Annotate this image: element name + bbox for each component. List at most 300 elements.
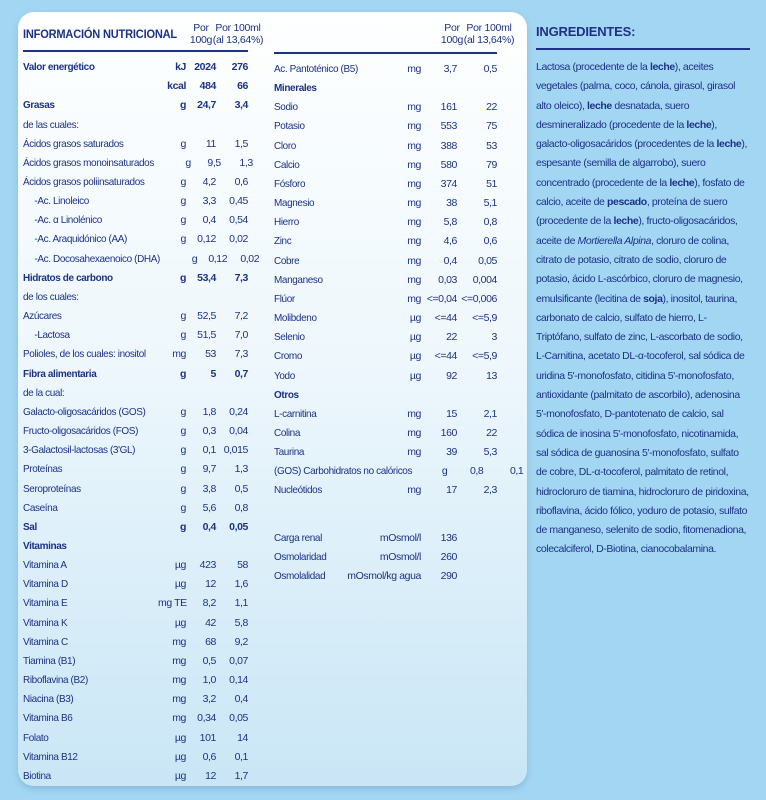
table-row: [23, 250, 260, 269]
row-label: -Ac. α Linolénico: [34, 214, 102, 227]
row-unit: g: [180, 214, 186, 227]
row-value-100ml: 5,1: [483, 197, 497, 210]
row-unit: mg: [407, 101, 421, 114]
nutrition-table-left-header: [23, 20, 264, 48]
row-value-100ml: 1,7: [234, 769, 248, 782]
row-unit: [158, 537, 186, 556]
table-row: [274, 156, 497, 175]
ingredient-allergen: leche: [686, 118, 712, 131]
row-value-100ml: 22: [486, 101, 497, 114]
row-unit: g: [191, 252, 198, 265]
row-label: Calcio: [274, 158, 300, 171]
divider: [536, 48, 750, 50]
row-unit: µg: [174, 731, 186, 744]
row-unit: mg: [407, 197, 421, 210]
row-unit: kcal: [167, 80, 186, 93]
row-unit: µg: [174, 750, 186, 763]
row-value-100g: [423, 79, 457, 98]
table-row: [23, 729, 248, 748]
ingredient-text: desnatada, suero desmineralizado (procedente de la: [536, 99, 690, 131]
row-value-100g: 17: [446, 484, 457, 497]
row-label: 3-Galactosil-lactosas (3'GL): [23, 444, 136, 457]
row-label: Biotina: [23, 769, 51, 782]
row-label: Sodio: [274, 101, 298, 114]
row-label: Caseína: [23, 501, 58, 514]
row-unit: g: [180, 444, 186, 457]
row-label: Polioles, de los cuales: inositol: [23, 348, 146, 361]
row-value-100g: 2024: [194, 61, 216, 74]
ingredient-text: ), aceites vegetales (palma, coco, cánola, girasol, girasol alto oleico),: [536, 61, 736, 112]
row-label: Vitamina C: [23, 635, 68, 648]
row-value-100ml: 5,3: [483, 446, 497, 459]
table-row: [23, 288, 248, 307]
table-row: [23, 230, 248, 249]
row-value-100ml: 22: [486, 426, 497, 439]
table-row: [23, 77, 248, 96]
row-value-100g: 15: [446, 407, 457, 420]
table-row: [23, 269, 248, 288]
ingredient-text: ), galacto-oligosacáridos (procedentes de la: [536, 118, 717, 151]
row-value-100ml: 1,1: [234, 597, 248, 610]
row-value-100g: <=44: [434, 350, 457, 363]
row-label: Valor energético: [23, 61, 95, 74]
row-unit: mg: [407, 216, 421, 229]
table-row: [23, 154, 253, 173]
row-label: Cobre: [274, 254, 300, 267]
row-value-100g: 3,3: [202, 195, 216, 208]
row-value-100g: 53,4: [197, 271, 216, 284]
row-label: -Lactosa: [34, 329, 70, 342]
row-unit: mg: [407, 254, 421, 267]
row-label: Galacto-oligosacáridos (GOS): [23, 405, 146, 418]
row-value-100g: 42: [205, 616, 216, 629]
row-label: Flúor: [274, 292, 295, 305]
row-label: -Ac. Araquidónico (AA): [34, 233, 127, 246]
table-row: [23, 556, 248, 575]
row-value-100ml: [218, 537, 248, 556]
column-header-per-100g-line1: Por: [444, 22, 460, 34]
row-value-100ml: [218, 288, 248, 307]
table-row: [274, 328, 497, 347]
row-value-100ml: 3,4: [234, 99, 248, 112]
table-row: [23, 480, 248, 499]
row-value-100g: 4,6: [443, 235, 457, 248]
row-value-100g: [423, 386, 457, 405]
table-row: [23, 173, 248, 192]
row-value-100g: 136: [440, 531, 457, 544]
row-value-100ml: <=5,9: [472, 350, 497, 363]
row-value-100g: <=0,04: [426, 292, 457, 305]
row-value-100g: 0,4: [443, 254, 457, 267]
row-value-100g: 0,03: [438, 273, 457, 286]
row-unit: mg: [172, 693, 186, 706]
table-row: [274, 98, 497, 117]
row-value-100ml: 79: [486, 158, 497, 171]
nutrition-table-right: [274, 20, 524, 786]
row-label: Vitamina K: [23, 616, 68, 629]
row-unit: g: [180, 195, 186, 208]
table-row: [274, 386, 497, 405]
row-value-100ml: 13: [486, 369, 497, 382]
table-row: [23, 384, 248, 403]
row-value-100g: [188, 384, 216, 403]
row-label: Osmolaridad: [274, 550, 327, 563]
row-value-100ml: 0,5: [234, 482, 248, 495]
row-unit: µg: [409, 369, 421, 382]
ingredients-title: INGREDIENTES:: [536, 24, 636, 39]
row-label: Proteínas: [23, 463, 63, 476]
row-unit: g: [180, 463, 186, 476]
row-value-100ml: 0,6: [483, 235, 497, 248]
column-header-per-100ml-line1: Por 100ml: [215, 22, 261, 34]
ingredients-paragraph: [536, 58, 750, 560]
row-unit: g: [180, 137, 186, 150]
row-label: Minerales: [274, 82, 317, 95]
row-unit: g: [179, 99, 186, 112]
table-row: [23, 307, 248, 326]
row-unit: mg: [172, 674, 186, 687]
row-value-100ml: <=0,006: [461, 292, 497, 305]
row-value-100ml: 2,3: [483, 484, 497, 497]
row-label: Vitamina A: [23, 559, 67, 572]
row-label: Carga renal: [274, 531, 322, 544]
divider: [274, 52, 497, 54]
table-row: [274, 117, 497, 136]
row-label: Azúcares: [23, 310, 62, 323]
nutrition-table-left: [23, 20, 264, 786]
row-value-100g: 24,7: [197, 99, 216, 112]
row-label: [23, 77, 149, 96]
row-value-100ml: 9,2: [234, 635, 248, 648]
row-label: Tiamina (B1): [23, 654, 76, 667]
table-row: [274, 529, 497, 548]
row-value-100ml: 0,02: [229, 233, 248, 246]
table-row: [274, 481, 497, 500]
row-value-100ml: 2,1: [483, 407, 497, 420]
row-value-100ml: 0,004: [472, 273, 497, 286]
row-value-100g: 0,34: [197, 712, 216, 725]
nutrition-rows-right: [274, 60, 524, 586]
row-value-100g: 0,8: [469, 465, 484, 478]
table-row: [23, 748, 248, 767]
row-unit: g: [180, 176, 186, 188]
table-row: [274, 60, 497, 79]
row-label: -Ac. Linoleico: [34, 195, 89, 208]
row-unit: mg TE: [158, 597, 187, 610]
row-label: Magnesio: [274, 197, 315, 210]
table-row: [274, 271, 497, 290]
row-value-100ml: 0,5: [483, 63, 497, 75]
table-row: [23, 460, 248, 479]
ingredient-text: ), espesante (semilla de algarrobo), suero concentrado (procedente de la: [536, 138, 747, 189]
row-value-100g: 92: [446, 369, 457, 382]
row-unit: mg: [407, 484, 421, 497]
row-unit: µg: [174, 559, 186, 572]
row-value-100ml: 0,45: [229, 195, 248, 208]
table-row: [274, 367, 497, 386]
row-unit: g: [179, 367, 186, 380]
row-value-100ml: [459, 386, 497, 405]
column-header-per-100ml-line1: Por 100ml: [466, 22, 512, 34]
row-value-100ml: 0,02: [240, 252, 260, 265]
row-value-100g: 5: [210, 367, 216, 380]
row-unit: [158, 116, 186, 135]
ingredient-allergen: pescado: [607, 196, 647, 209]
row-unit: mg: [407, 158, 421, 171]
row-label: Fósforo: [274, 177, 306, 190]
row-value-100g: <=44: [434, 312, 457, 325]
table-row: [274, 405, 497, 424]
row-value-100g: [188, 288, 216, 307]
row-unit: [395, 79, 421, 98]
ingredient-allergen: leche: [669, 176, 695, 189]
row-value-100ml: 1,3: [234, 463, 248, 476]
row-value-100ml: 7,0: [234, 329, 248, 342]
ingredient-allergen: leche: [613, 215, 639, 228]
row-unit: mg: [172, 635, 186, 648]
row-label: Zinc: [274, 235, 292, 248]
row-value-100g: 0,4: [202, 520, 216, 533]
table-row: [23, 671, 248, 690]
row-label: Fibra alimentaria: [23, 367, 97, 380]
row-value-100g: 1,8: [202, 405, 216, 418]
row-value-100ml: 75: [486, 120, 497, 133]
table-row: [23, 614, 248, 633]
row-unit: mg: [407, 235, 421, 248]
table-row: [274, 443, 497, 462]
row-value-100ml: [459, 567, 497, 586]
table-row: [23, 403, 248, 422]
row-value-100ml: 0,4: [234, 693, 248, 706]
ingredient-allergen: soja: [643, 292, 663, 305]
row-label: Vitamina E: [23, 597, 68, 610]
row-value-100ml: 1,3: [239, 156, 253, 169]
table-row: [23, 518, 248, 537]
table-row: [23, 537, 248, 556]
row-value-100ml: 7,3: [234, 271, 248, 284]
row-value-100ml: [459, 548, 497, 567]
row-unit: mg: [407, 426, 421, 439]
row-value-100g: [188, 537, 216, 556]
row-value-100ml: 58: [237, 559, 248, 572]
row-label: Niacina (B3): [23, 693, 74, 706]
nutrition-table-right-header: [274, 20, 515, 50]
table-row: [23, 365, 248, 384]
row-unit: mOsmol/l: [379, 531, 421, 544]
row-value-100g: 3,8: [202, 482, 216, 495]
column-header-per-100ml: [209, 22, 267, 46]
row-label: Ácidos grasos monoinsaturados: [23, 156, 154, 169]
row-value-100g: 3,7: [443, 63, 457, 75]
row-label: de las cuales:: [23, 118, 79, 131]
row-unit: [158, 384, 186, 403]
row-value-100g: 160: [440, 426, 457, 439]
row-value-100ml: 1,6: [234, 578, 248, 591]
row-value-100g: 101: [199, 731, 216, 744]
row-value-100g: 423: [199, 559, 216, 572]
table-row: [274, 462, 524, 481]
table-row: [274, 567, 497, 586]
row-value-100g: 38: [446, 197, 457, 210]
row-value-100ml: 1,5: [234, 137, 248, 150]
row-value-100g: 9,5: [207, 156, 221, 169]
ingredient-latin-name: Mortierella Alpina: [577, 234, 652, 247]
row-unit: µg: [409, 312, 421, 325]
row-unit: mg: [407, 446, 421, 459]
table-row: [23, 192, 248, 211]
table-row: [274, 290, 497, 309]
row-unit: mg: [172, 348, 186, 361]
row-value-100g: 484: [199, 80, 216, 93]
table-row: [274, 347, 497, 366]
table-row: [23, 96, 248, 115]
row-label: Selenio: [274, 331, 305, 344]
row-unit: mg: [407, 292, 421, 305]
row-value-100ml: 14: [237, 731, 248, 744]
row-value-100ml: 3: [491, 331, 497, 344]
row-value-100ml: 0,1: [509, 465, 524, 478]
ingredient-allergen: leche: [716, 138, 742, 151]
row-value-100ml: 5,8: [234, 616, 248, 629]
row-unit: mg: [407, 120, 421, 133]
row-unit: [395, 386, 421, 405]
row-value-100ml: 66: [237, 80, 248, 93]
table-row: [274, 252, 497, 271]
row-value-100ml: 0,8: [234, 501, 248, 514]
row-label: Folato: [23, 731, 49, 744]
row-value-100ml: <=5,9: [472, 312, 497, 325]
row-label: Hierro: [274, 216, 299, 229]
row-value-100g: 0,12: [208, 252, 228, 265]
row-label: Cloro: [274, 139, 296, 152]
row-label: de la cual:: [23, 386, 65, 399]
table-row: [23, 135, 248, 154]
row-value-100g: 3,2: [202, 693, 216, 706]
ingredient-text: Lactosa (procedente de la: [536, 61, 650, 73]
nutrition-rows-left: [23, 58, 260, 786]
row-label: Potasio: [274, 120, 305, 133]
column-header-per-100g-line2: 100g: [440, 34, 464, 46]
row-value-100ml: 0,05: [229, 712, 248, 725]
row-label: Yodo: [274, 369, 295, 382]
row-value-100g: 8,2: [202, 597, 216, 610]
row-value-100g: 68: [205, 635, 216, 648]
table-row: [23, 767, 248, 786]
row-label: Sal: [23, 520, 37, 533]
row-value-100ml: 7,2: [234, 310, 248, 323]
table-row: [23, 422, 248, 441]
ingredients-section: [536, 24, 750, 560]
row-value-100g: 388: [440, 139, 457, 152]
row-value-100ml: 0,7: [234, 367, 248, 380]
row-value-100ml: 276: [231, 61, 248, 74]
row-unit: µg: [174, 616, 186, 629]
table-row: [23, 594, 248, 613]
table-row: [23, 326, 248, 345]
row-label: Ácidos grasos saturados: [23, 137, 124, 150]
row-label: Fructo-oligosacáridos (FOS): [23, 425, 139, 438]
row-unit: g: [185, 156, 191, 169]
table-row: [23, 58, 248, 77]
column-header-per-100g-line2: 100g: [189, 34, 213, 46]
row-value-100g: 1,0: [202, 674, 216, 687]
row-value-100g: 0,4: [202, 214, 216, 227]
row-unit: mg: [407, 177, 421, 190]
table-row: [274, 548, 497, 567]
ingredient-text: ), fosfato de calcio, aceite de: [536, 176, 745, 209]
row-value-100ml: 7,3: [234, 348, 248, 361]
table-row: [23, 652, 248, 671]
row-value-100g: 161: [440, 101, 457, 114]
table-row: [23, 709, 248, 728]
row-label: Grasas: [23, 99, 55, 112]
row-value-100ml: 0,015: [223, 444, 248, 457]
table-row: [274, 213, 497, 232]
row-value-100g: 52,5: [197, 310, 216, 323]
ingredient-allergen: leche: [587, 99, 612, 112]
row-unit: mg: [407, 407, 421, 420]
row-value-100ml: 51: [486, 177, 497, 190]
row-value-100g: 374: [440, 177, 457, 190]
nutrition-title: INFORMACIÓN NUTRICIONAL: [23, 27, 177, 41]
row-value-100g: 11: [205, 137, 216, 150]
row-value-100g: 12: [205, 769, 216, 782]
row-unit: [158, 288, 186, 307]
row-unit: µg: [174, 769, 186, 782]
row-label: Vitamina D: [23, 578, 68, 591]
row-label: Cromo: [274, 350, 303, 363]
row-label: -Ac. Docosahexaenoico (DHA): [34, 252, 160, 265]
row-unit: g: [180, 405, 186, 418]
row-label: L-carnitina: [274, 407, 317, 420]
row-value-100ml: 0,07: [229, 654, 248, 667]
row-unit: µg: [174, 578, 186, 591]
row-unit: g: [180, 233, 186, 246]
table-row: [274, 175, 497, 194]
column-header-per-100g-line1: Por: [193, 22, 209, 34]
row-value-100ml: [218, 116, 248, 135]
row-value-100g: 39: [446, 446, 457, 459]
row-label: Ácidos grasos poliinsaturados: [23, 176, 145, 188]
table-row: [274, 194, 497, 213]
row-value-100ml: 0,05: [229, 520, 248, 533]
table-row: [274, 137, 497, 156]
table-row: [23, 116, 248, 135]
ingredient-text: , proteína de suero (procedente de la: [536, 196, 728, 228]
row-unit: g: [180, 482, 186, 495]
ingredient-text: ), fructo-oligosacáridos, aceite de: [536, 215, 738, 247]
row-value-100ml: [459, 79, 497, 98]
row-label: Vitamina B6: [23, 712, 73, 725]
row-unit: g: [180, 501, 186, 514]
ingredient-allergen: leche: [649, 61, 675, 73]
row-unit: mOsmol/kg agua: [347, 569, 421, 582]
row-label: Nucleótidos: [274, 484, 322, 497]
row-unit: g: [180, 425, 186, 438]
row-value-100ml: 0,05: [478, 254, 497, 267]
row-label: (GOS) Carbohidratos no calóricos: [274, 465, 413, 478]
ingredient-text: , cloruro de colina, citrato de potasio, citrato de sodio, cloruro de potasio, ácido L-ascórbico, cloruro de magnesio, emulsificante (lecitina de: [536, 234, 743, 305]
row-value-100g: 5,6: [202, 501, 216, 514]
row-unit: g: [180, 310, 186, 323]
row-label: de los cuales:: [23, 290, 79, 303]
row-unit: g: [441, 465, 448, 478]
row-unit: mg: [172, 654, 186, 667]
row-value-100ml: 53: [486, 139, 497, 152]
row-value-100g: 0,1: [202, 444, 216, 457]
table-row: [274, 424, 497, 443]
row-unit: g: [179, 271, 186, 284]
